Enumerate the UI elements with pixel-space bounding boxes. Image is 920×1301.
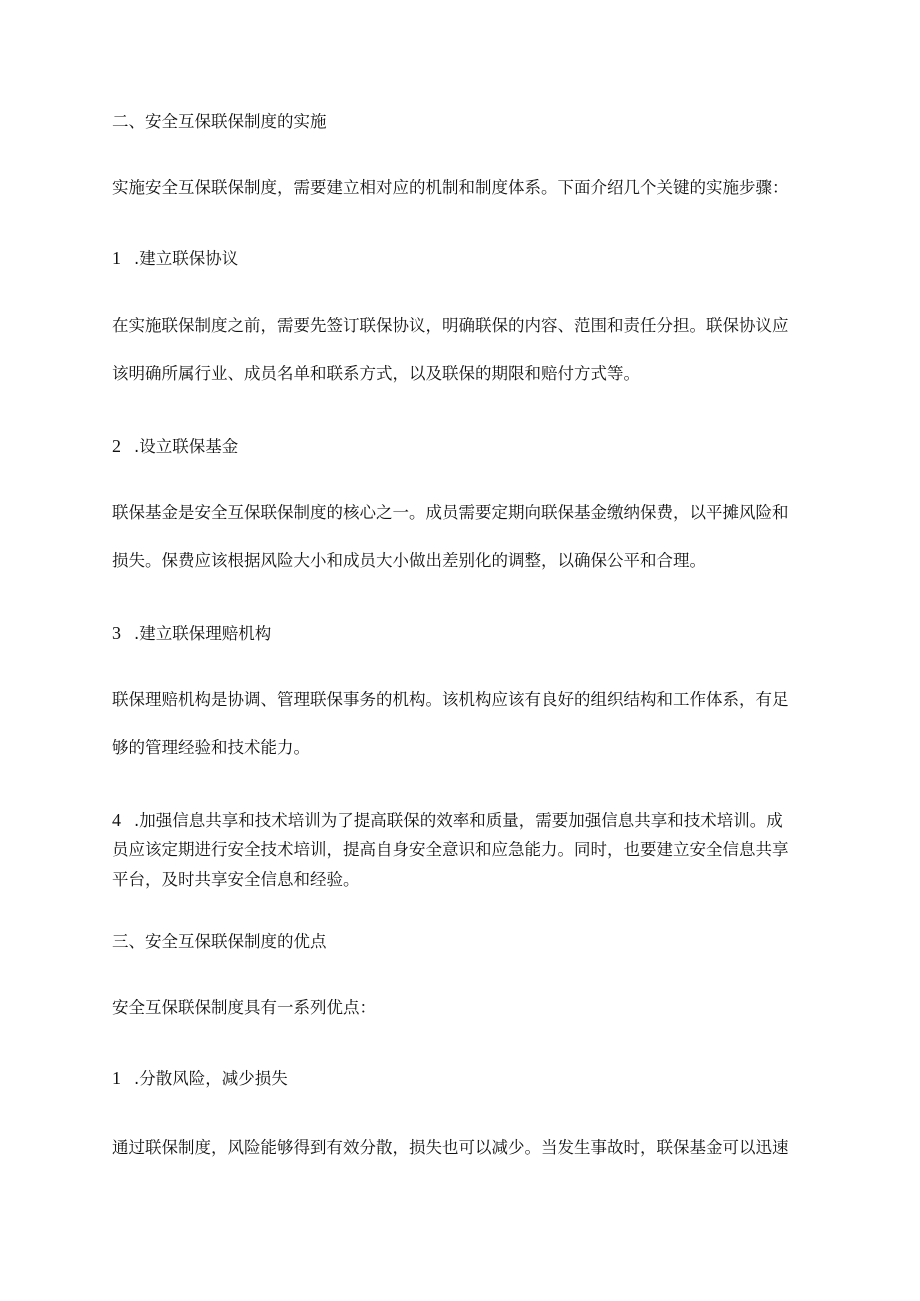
step-number: 2 [112,436,121,456]
step-number: 1 [112,248,121,268]
step-heading-1 [112,247,238,270]
paragraph-line: 该明确所属行业、成员名单和联系方式，以及联保的期限和赔付方式等。 [112,364,640,383]
step-heading-4 [112,809,783,832]
advantage-heading-1 [112,1067,288,1090]
step-title: .建立联保理赔机构 [134,624,272,643]
paragraph-line: 联保理赔机构是协调、管理联保事务的机构。该机构应该有良好的组织结构和工作体系，有足 [112,690,789,709]
paragraph-line: 联保基金是安全互保联保制度的核心之一。成员需要定期向联保基金缴纳保费，以平摊风险和 [112,503,789,522]
paragraph-line: 平台，及时共享安全信息和经验。 [112,870,360,889]
section-intro-paragraph: 实施安全互保联保制度，需要建立相对应的机制和制度体系。下面介绍几个关键的实施步骤： [112,178,789,197]
paragraph-line: 员应该定期进行安全技术培训，提高自身安全意识和应急能力。同时，也要建立安全信息共享 [112,840,789,859]
step-number: 3 [112,623,121,643]
paragraph-line: 通过联保制度，风险能够得到有效分散，损失也可以减少。当发生事故时，联保基金可以迅速 [112,1138,789,1157]
section-heading-advantages: 三、安全互保联保制度的优点 [112,932,327,951]
paragraph-line: 够的管理经验和技术能力。 [112,738,310,757]
step-title: .建立联保协议 [134,249,239,268]
section-heading-implementation: 二、安全互保联保制度的实施 [112,112,327,131]
step-heading-3 [112,622,271,645]
paragraph-line: 损失。保费应该根据风险大小和成员大小做出差别化的调整，以确保公平和合理。 [112,551,706,570]
step-title: .设立联保基金 [134,437,239,456]
step-heading-2 [112,435,238,458]
section-intro-paragraph: 安全互保联保制度具有一系列优点： [112,998,376,1017]
step-title: .分散风险，减少损失 [134,1069,288,1088]
step-number: 1 [112,1068,121,1088]
step-number: 4 [112,810,121,830]
step-title: .加强信息共享和技术培训为了提高联保的效率和质量，需要加强信息共享和技术培训。成 [134,811,783,830]
paragraph-line: 在实施联保制度之前，需要先签订联保协议，明确联保的内容、范围和责任分担。联保协议应 [112,316,789,335]
